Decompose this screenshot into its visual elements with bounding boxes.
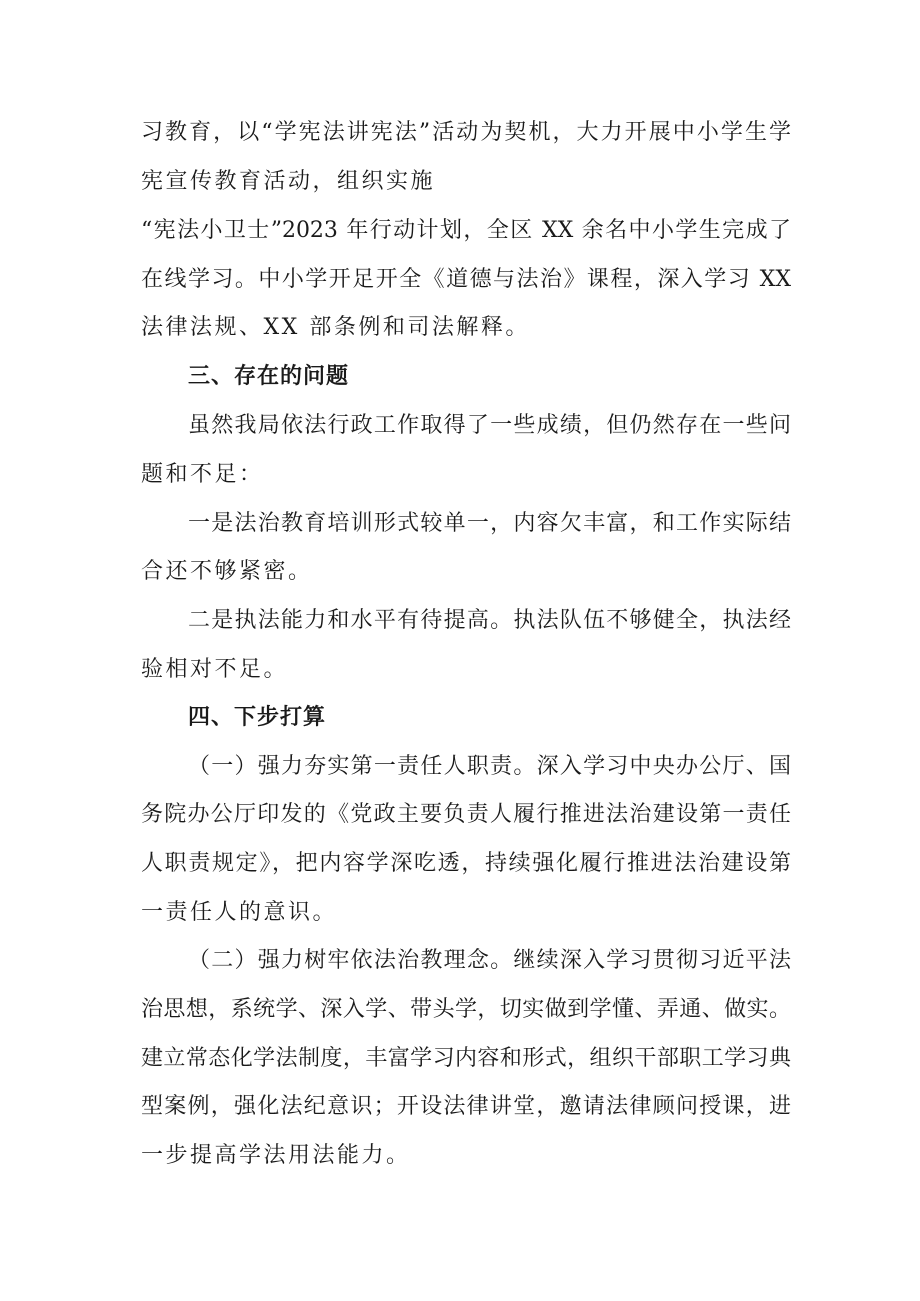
paragraph-line: 务院办公厅印发的《党政主要负责人履行推进法治建设第一责任 (141, 802, 791, 827)
paragraph-line: 验相对不足。 (141, 657, 289, 682)
section-heading-problems: 三、存在的问题 (188, 364, 350, 389)
paragraph-line: （一）强力夯实第一责任人职责。深入学习中央办公厅、国 (188, 754, 791, 779)
paragraph-line: 一责任人的意识。 (141, 900, 338, 925)
paragraph-line: 二是执法能力和水平有待提高。执法队伍不够健全，执法经 (188, 608, 791, 633)
paragraph-line: （二）强力树牢依法治教理念。继续深入学习贯彻习近平法 (188, 948, 791, 973)
paragraph-line: 型案例，强化法纪意识；开设法律讲堂，邀请法律顾问授课，进 (141, 1094, 791, 1119)
paragraph-line: 合还不够紧密。 (141, 559, 313, 584)
paragraph-line: 习教育，以“学宪法讲宪法”活动为契机，大力开展中小学生学 (141, 120, 791, 145)
paragraph-line: 题和不足： (141, 462, 264, 487)
paragraph-line: 人职责规定》，把内容学深吃透，持续强化履行推进法治建设第 (141, 851, 791, 876)
paragraph-line: 建立常态化学法制度，丰富学习内容和形式，组织干部职工学习典 (141, 1046, 791, 1071)
paragraph-line: 宪宣传教育活动，组织实施 (141, 169, 436, 194)
section-heading-next-steps: 四、下步打算 (188, 705, 327, 730)
paragraph-line: 一步提高学法用法能力。 (141, 1143, 411, 1168)
paragraph-line: 虽然我局依法行政工作取得了一些成绩，但仍然存在一些问 (188, 413, 791, 438)
paragraph-line: 一是法治教育培训形式较单一，内容欠丰富，和工作实际结 (188, 511, 791, 536)
paragraph-line: 法律法规、XX 部条例和司法解释。 (141, 315, 530, 340)
paragraph-line: 在线学习。中小学开足开全《道德与法治》课程，深入学习 XX (141, 267, 791, 292)
paragraph-line: “宪法小卫士”2023 年行动计划，全区 XX 余名中小学生完成了 (141, 218, 791, 243)
paragraph-line: 治思想，系统学、深入学、带头学，切实做到学懂、弄通、做实。 (141, 997, 791, 1022)
